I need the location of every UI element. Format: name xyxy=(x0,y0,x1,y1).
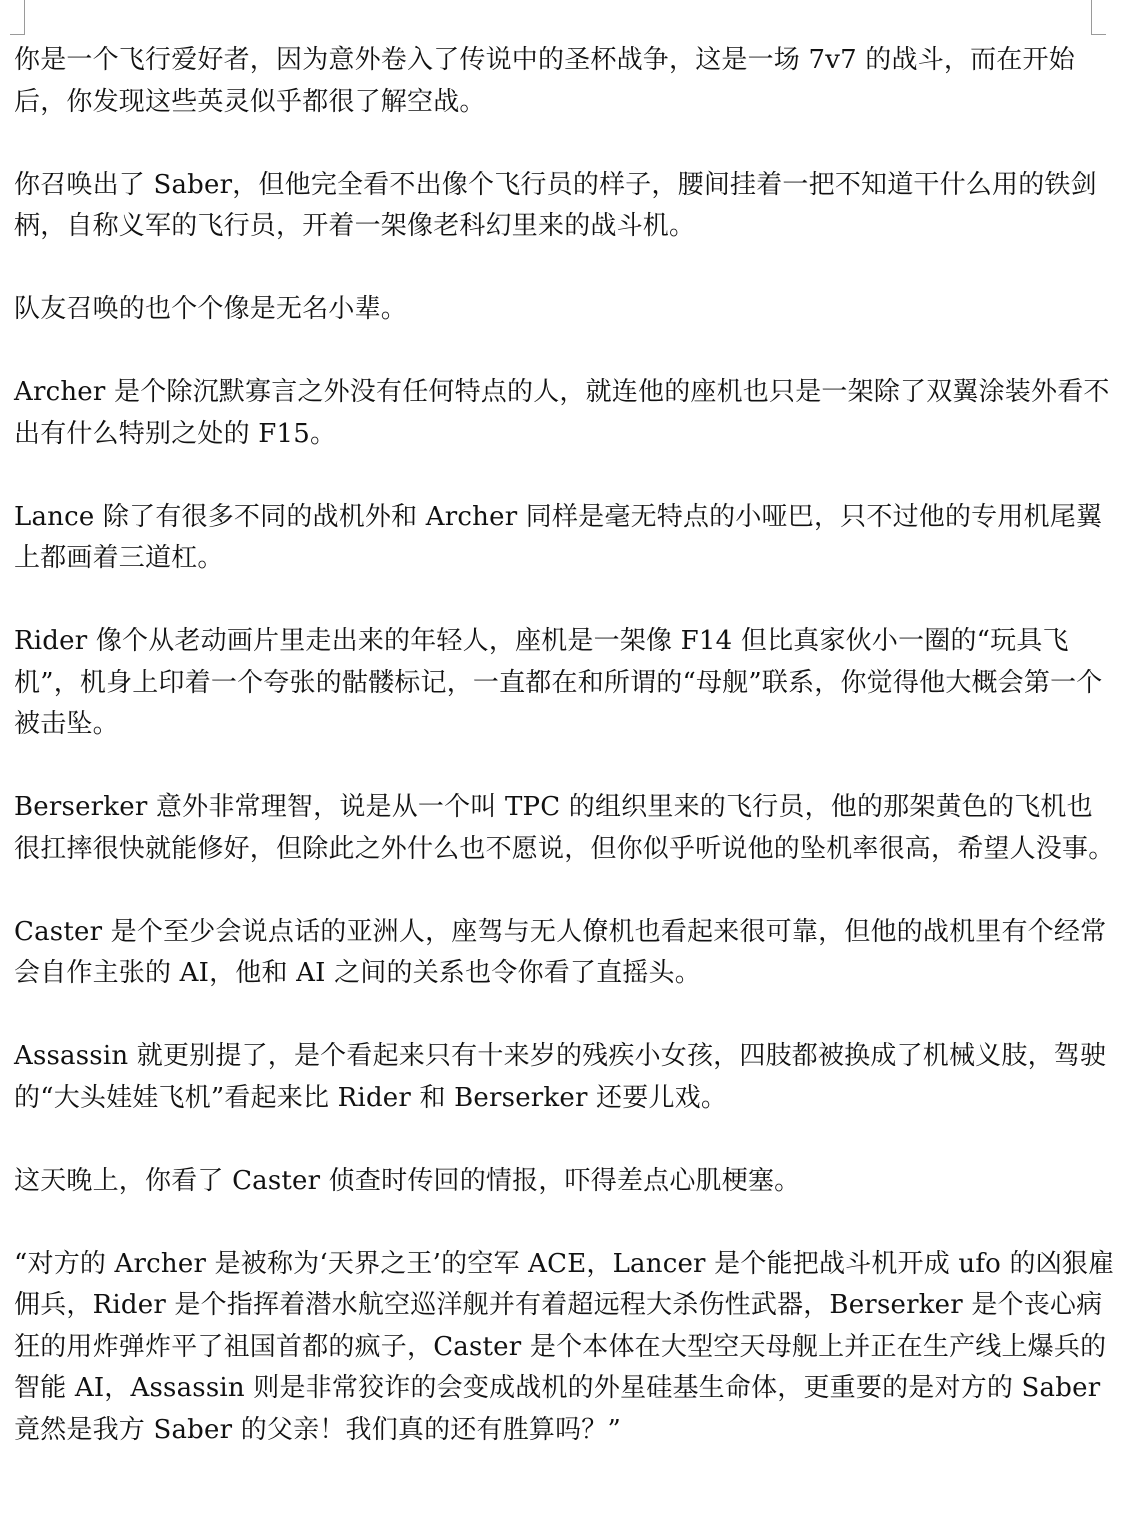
paragraph-rider: Rider 像个从老动画片里走出来的年轻人，座机是一架像 F14 但比真家伙小一圈的“玩具飞机”，机身上印着一个夸张的骷髅标记，一直都在和所谓的“母舰”联系，你觉得他大概会第一个被击坠。 xyxy=(14,626,1103,739)
paragraph-enemy-intel: “对方的 Archer 是被称为‘天界之王’的空军 ACE，Lancer 是个能把战斗机开成 ufo 的凶狠雇佣兵，Rider 是个指挥着潜水航空巡洋舰并有着超远程大杀伤性武器，Berserker 是个丧心病狂的用炸弹炸平了祖国首都的疯子，Caster 是个本体在大型空天母舰上并正在生产线上爆兵的智能 AI，Assassin 则是非常狡诈的会变成战机的外星硅基生命体，更重要的是对方的 Saber 竟然是我方 Saber 的父亲！我们真的还有胜算吗？” xyxy=(14,1248,1115,1445)
paragraph-berserker: Berserker 意外非常理智，说是从一个叫 TPC 的组织里来的飞行员，他的那架黄色的飞机也很扛摔很快就能修好，但除此之外什么也不愿说，但你似乎听说他的坠机率很高，希望人没事。 xyxy=(14,792,1115,864)
paragraph-night-report: 这天晚上，你看了 Caster 侦查时传回的情报，吓得差点心肌梗塞。 xyxy=(14,1165,801,1196)
paragraph-caster: Caster 是个至少会说点话的亚洲人，座驾与无人僚机也看起来很可靠，但他的战机里有个经常会自作主张的 AI，他和 AI 之间的关系也令你看了直摇头。 xyxy=(14,916,1107,988)
paragraph-archer: Archer 是个除沉默寡言之外没有任何特点的人，就连他的座机也只是一架除了双翼涂装外看不出有什么特别之处的 F15。 xyxy=(14,377,1110,449)
paragraph-teammates: 队友召唤的也个个像是无名小辈。 xyxy=(14,294,408,324)
document-body xyxy=(14,40,1118,1451)
paragraph-assassin: Assassin 就更别提了，是个看起来只有十来岁的残疾小女孩，四肢都被换成了机械义肢，驾驶的“大头娃娃飞机”看起来比 Rider 和 Berserker 还要儿戏。 xyxy=(14,1041,1107,1113)
page-corner-mark-left xyxy=(10,0,25,35)
page-corner-mark-right xyxy=(1091,0,1106,35)
paragraph-saber: 你召唤出了 Saber，但他完全看不出像个飞行员的样子，腰间挂着一把不知道干什么用的铁剑柄，自称义军的飞行员，开着一架像老科幻里来的战斗机。 xyxy=(14,169,1097,241)
paragraph-lance: Lance 除了有很多不同的战机外和 Archer 同样是毫无特点的小哑巴，只不过他的专用机尾翼上都画着三道杠。 xyxy=(14,501,1103,573)
paragraph-intro: 你是一个飞行爱好者，因为意外卷入了传说中的圣杯战争，这是一场 7v7 的战斗，而在开始后，你发现这些英灵似乎都很了解空战。 xyxy=(14,45,1075,117)
